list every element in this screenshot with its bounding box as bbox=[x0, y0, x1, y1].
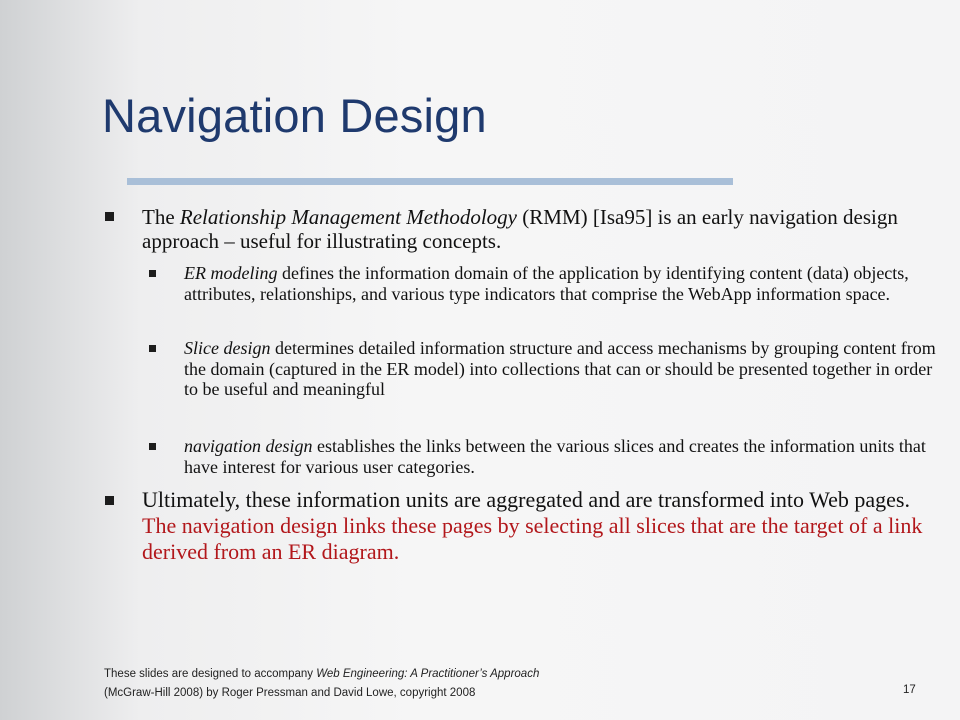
sub-bullet-navigation-design bbox=[184, 436, 944, 477]
highlighted-text: The navigation design links these pages by selecting all slices that are the target of a link derived from an ER diagram. bbox=[142, 513, 923, 564]
bullet-rmm-emphasis: Relationship Management Methodology bbox=[179, 205, 518, 229]
sub-bullet-marker bbox=[149, 443, 156, 450]
footer-prefix: These slides are designed to accompany bbox=[104, 668, 317, 680]
slice-design-text: determines detailed information structure and access mechanisms by grouping content from the domain (captured in the ER model) into collections that can or should be presented together in order to be useful and meaningful bbox=[184, 338, 936, 399]
sub-bullet-er-modeling bbox=[184, 263, 944, 304]
navigation-design-text: establishes the links between the various slices and creates the information units that have interest for various user categories. bbox=[184, 436, 926, 477]
bullet-rmm-text-2: (RMM) [Isa95] is an early navigation design approach – useful for illustrating concepts. bbox=[142, 205, 898, 253]
page-number: 17 bbox=[903, 684, 916, 696]
bullet-rmm bbox=[142, 205, 917, 253]
er-modeling-text: defines the information domain of the application by identifying content (data) objects, attributes, relationships, and various type indicators that comprise the WebApp information space. bbox=[184, 263, 909, 304]
bullet-marker bbox=[105, 212, 114, 221]
slice-design-term: Slice design bbox=[184, 338, 271, 358]
bullet-marker bbox=[105, 496, 114, 505]
footer-line-2: (McGraw-Hill 2008) by Roger Pressman and David Lowe, copyright 2008 bbox=[104, 687, 476, 699]
er-modeling-term: ER modeling bbox=[184, 263, 278, 283]
footer-credit bbox=[104, 665, 539, 703]
ultimately-text: Ultimately, these information units are aggregated and are transformed into Web pages. bbox=[142, 487, 910, 512]
sub-bullet-slice-design bbox=[184, 338, 944, 400]
slide-title: Navigation Design bbox=[102, 89, 487, 142]
bullet-rmm-text-1: The bbox=[142, 205, 180, 229]
sub-bullet-marker bbox=[149, 345, 156, 352]
bullet-ultimately bbox=[142, 487, 932, 565]
footer-line-1 bbox=[104, 665, 539, 684]
navigation-design-term: navigation design bbox=[184, 436, 313, 456]
sub-bullet-marker bbox=[149, 270, 156, 277]
footer-book-title: Web Engineering: A Practitioner’s Approach bbox=[316, 668, 540, 680]
